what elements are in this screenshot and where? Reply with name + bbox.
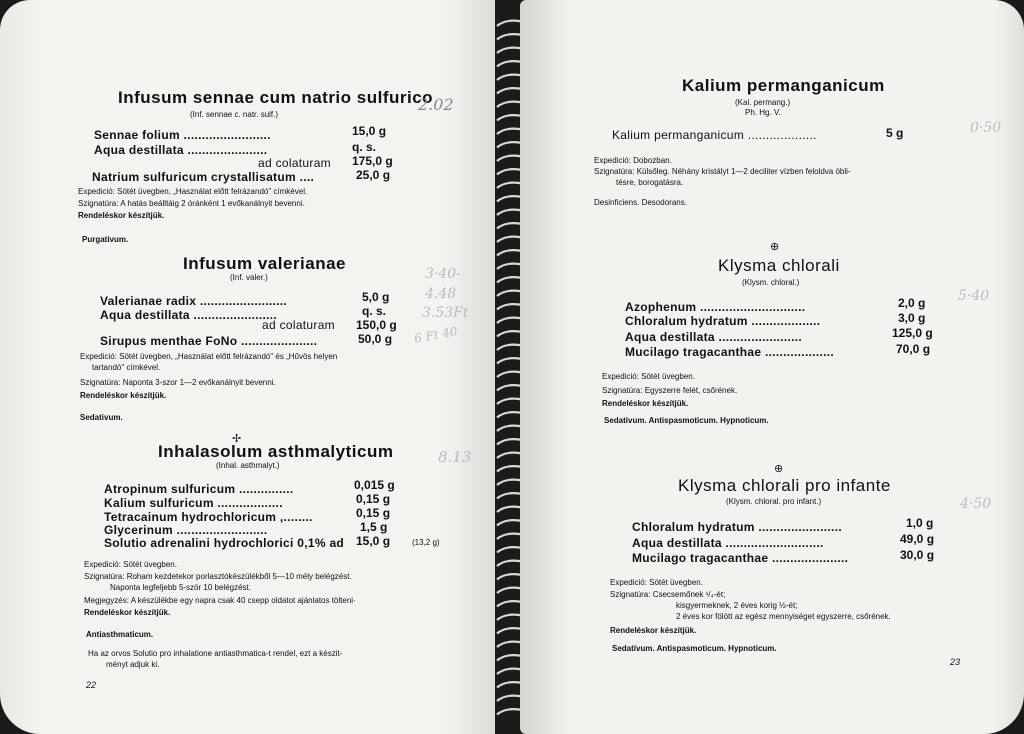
signature-text: Szignatúra: Roham kezdetekor porlasztókészülékből 5—10 mély belégzést.	[84, 572, 352, 581]
amount: 5,0 g	[362, 290, 390, 304]
cross-symbol-icon: ✢	[232, 433, 242, 445]
ingredient: Sennae folium ........................	[94, 128, 271, 142]
ingredient: Chloralum hydratum .......................	[632, 520, 842, 534]
expedition-text: Expedició: Sötét üvegben.	[84, 560, 177, 569]
signature-text: kisgyermeknek, 2 éves korig ½-ét;	[676, 601, 798, 610]
amount: 0,15 g	[356, 506, 391, 520]
ingredient: Azophenum .............................	[625, 300, 806, 314]
handwritten-price: 3·40-	[425, 266, 461, 282]
ingredient: Aqua destillata ......................	[94, 143, 268, 157]
ingredient: Atropinum sulfuricum ...............	[104, 482, 294, 496]
amount: 150,0 g	[356, 318, 397, 332]
preparation-note: Rendeléskor készítjük.	[78, 211, 165, 220]
ingredient: Tetracainum hydrochloricum ,........	[104, 510, 313, 524]
page-number: 22	[86, 680, 97, 690]
page-number: 23	[950, 657, 961, 667]
signature-text: Naponta legfeljebb 5-ször 10 belégzést.	[110, 583, 251, 592]
amount: 1,0 g	[906, 516, 934, 530]
ingredient: Aqua destillata .......................	[100, 308, 278, 322]
ingredient: ad colaturam	[262, 318, 335, 332]
amount: q. s.	[352, 140, 377, 154]
recipe-abbreviation: (Klysm. chloral. pro infant.)	[726, 497, 822, 506]
category-label: Sedativum. Antispasmoticum. Hypnoticum.	[612, 644, 777, 653]
amount: 2,0 g	[898, 296, 926, 310]
preparation-note: Rendeléskor készítjük.	[80, 391, 167, 400]
amount: q. s.	[362, 304, 387, 318]
amount: 70,0 g	[896, 342, 931, 356]
amount: 0,015 g	[354, 478, 395, 492]
right-page	[520, 0, 1024, 734]
amount: 1,5 g	[360, 520, 388, 534]
ingredient: Aqua destillata .......................	[625, 330, 803, 344]
recipe-title: Infusum sennae cum natrio sulfurico	[118, 88, 434, 107]
ingredient: Valerianae radix ........................	[100, 294, 288, 308]
amount: 3,0 g	[898, 311, 926, 325]
handwritten-price: 6 Ft 40	[413, 324, 459, 346]
category-label: Purgativum.	[82, 235, 129, 244]
cross-symbol-icon: ⊕	[774, 463, 784, 475]
handwritten-price: 3.53Ft	[422, 305, 469, 321]
handwritten-price: 2.02	[418, 95, 454, 114]
preparation-note: Rendeléskor készítjük.	[84, 608, 171, 617]
ingredient: Mucilago tragacanthae ...................	[625, 345, 835, 359]
amount: 15,0 g	[356, 534, 391, 548]
recipe-abbreviation: (Inf. sennae c. natr. sulf.)	[190, 110, 279, 119]
recipe-title: Inhalasolum asthmalyticum	[158, 442, 394, 461]
ingredient: Glycerinum .........................	[104, 523, 268, 537]
amount: 49,0 g	[900, 532, 935, 546]
note-text: ményt adjuk ki.	[106, 660, 160, 669]
amount: 5 g	[886, 126, 904, 140]
amount: 175,0 g	[352, 154, 393, 168]
expedition-text: Expedició: Sötét üvegben, „Használat előtt felrázandó" és „Hűvös helyen	[80, 352, 338, 361]
preparation-note: Rendeléskor készítjük.	[602, 399, 689, 408]
amount: 30,0 g	[900, 548, 935, 562]
ingredient: Solutio adrenalini hydrochlorici 0,1% ad	[104, 536, 345, 550]
signature-text: Szignatúra: Naponta 3-szor 1—2 evőkanálnyit bevenni.	[80, 378, 276, 387]
recipe-abbreviation: (Inf. valer.)	[230, 273, 268, 282]
signature-text: Szignatúra: Külsőleg. Néhány kristályt 1—2 deciliter vízben feloldva öbli-	[594, 167, 851, 176]
amount: 15,0 g	[352, 124, 387, 138]
ingredient: Mucilago tragacanthae .....................	[632, 551, 849, 565]
ingredient: Aqua destillata ...........................	[632, 536, 824, 550]
recipe-abbreviation: (Kal. permang.)	[735, 98, 791, 107]
cross-symbol-icon: ⊕	[770, 241, 780, 253]
expedition-text: Expedició: Sötét üvegben.	[610, 578, 703, 587]
category-label: Desinficiens. Desodorans.	[594, 198, 687, 207]
handwritten-price: 5·40	[958, 288, 990, 304]
category-label: Antiasthmaticum.	[86, 630, 154, 639]
left-page	[0, 0, 505, 734]
ingredient: Kalium sulfuricum ..................	[104, 496, 283, 510]
amount-note: (13,2 g)	[412, 538, 440, 547]
ingredient: Natrium sulfuricum crystallisatum ....	[92, 170, 315, 184]
category-label: Sedativum.	[80, 413, 123, 422]
handwritten-price: 4·50	[960, 496, 992, 512]
handwritten-price: 0·50	[970, 120, 1002, 136]
preparation-note: Rendeléskor készítjük.	[610, 626, 697, 635]
amount: 25,0 g	[356, 168, 391, 182]
signature-text: Szignatúra: Csecsemőnek ¹/₄-ét;	[610, 590, 726, 599]
expedition-text: Expedició: Dobozban.	[594, 156, 672, 165]
recipe-abbreviation: (Klysm. chloral.)	[742, 278, 800, 287]
recipe-title: Infusum valerianae	[183, 254, 347, 273]
handwritten-price: 8.13	[438, 448, 472, 466]
ingredient: Chloralum hydratum ...................	[625, 314, 821, 328]
signature-text: Szignatúra: Egyszerre felét, csőrének.	[602, 386, 738, 395]
signature-text: Szignatúra: A hatás beálltáig 2 óránként 1 evőkanálnyit bevenni.	[78, 199, 305, 208]
note-text: Ha az orvos Solutio pro inhalatione antiasthmatica-t rendel, ezt a készit-	[88, 649, 343, 658]
ingredient: Kalium permanganicum ...................	[612, 128, 817, 142]
amount: 0,15 g	[356, 492, 391, 506]
handwritten-price: 4.48	[425, 286, 457, 302]
remark-text: Megjegyzés: A készülékbe egy napra csak 40 csepp oldatot ajánlatos tölteni·	[84, 596, 356, 605]
amount: 125,0 g	[892, 326, 933, 340]
amount: 50,0 g	[358, 332, 393, 346]
signature-text: 2 éves kor fölött az egész mennyiséget egyszerre, csőrének.	[676, 612, 891, 621]
expedition-text: Expedició: Sötét üvegben, „Használat előtt felrázandó" címkével.	[78, 187, 308, 196]
ingredient: ad colaturam	[258, 156, 331, 170]
expedition-text: Expedició: Sötét üvegben.	[602, 372, 695, 381]
recipe-abbreviation: (Inhal. asthmalyt.)	[216, 461, 280, 470]
pharmacopoeia-ref: Ph. Hg. V.	[745, 108, 781, 117]
recipe-title: Klysma chlorali pro infante	[678, 476, 891, 495]
recipe-title: Kalium permanganicum	[682, 76, 885, 95]
category-label: Sedativum. Antispasmoticum. Hypnoticum.	[604, 416, 769, 425]
recipe-title: Klysma chlorali	[718, 256, 840, 275]
ingredient: Sirupus menthae FoNo .....................	[100, 334, 318, 348]
expedition-text: tartandó" címkével.	[92, 363, 161, 372]
signature-text: tésre, borogatásra.	[616, 178, 684, 187]
